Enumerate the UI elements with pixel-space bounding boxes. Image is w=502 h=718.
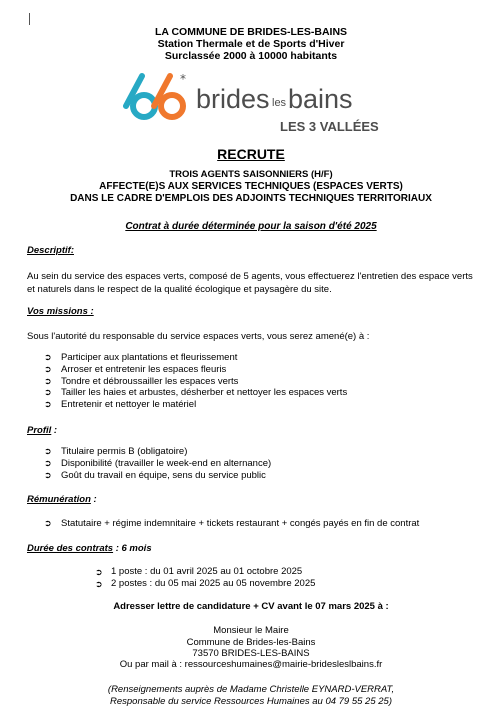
logo-brand-small: les xyxy=(272,97,287,109)
brides-les-bains-logo xyxy=(120,70,390,134)
footer-line1: (Renseignements auprès de Madame Christelle EYNARD-VERRAT, xyxy=(107,684,395,695)
arrow-bullet-icon: ➲ xyxy=(44,399,52,410)
arrow-bullet-icon: ➲ xyxy=(44,352,52,362)
logo-mark-icon xyxy=(120,70,390,134)
list-item: ➲ 1 poste : du 01 avril 2025 au 01 octobre 2025 xyxy=(95,566,303,577)
logo-tagline: LES 3 VALLÉES xyxy=(280,119,379,134)
footer-line2: Responsable du service Ressources Humaines au 04 79 55 25 25) xyxy=(110,696,392,707)
list-item: ➲ Participer aux plantations et fleurissement xyxy=(44,352,238,363)
subtitle-line3: DANS LE CADRE D'EMPLOIS DES ADJOINTS TECHNIQUES TERRITORIAUX xyxy=(70,193,432,204)
list-item: ➲ Statutaire + régime indemnitaire + tickets restaurant + congés payés en fin de contrat xyxy=(44,518,420,529)
subtitle-line1: TROIS AGENTS SAISONNIERS (H/F) xyxy=(169,169,333,180)
section-profil-heading: Profil : xyxy=(27,425,58,436)
descriptif-text: Au sein du service des espaces verts, composé de 5 agents, vous effectuerez l'entretien des espace verts et naturels dans le respect de la qualité écologique et paysagère du site. xyxy=(27,271,473,295)
arrow-bullet-icon: ➲ xyxy=(44,387,52,398)
arrow-bullet-icon: ➲ xyxy=(95,567,103,577)
profil-list xyxy=(44,446,271,481)
list-item: ➲ Entretenir et nettoyer le matériel xyxy=(44,399,197,411)
missions-intro: Sous l'autorité du responsable du service espaces verts, vous serez amené(e) à : xyxy=(27,331,370,342)
header-station: Station Thermale et de Sports d'Hiver xyxy=(157,38,345,50)
section-remuneration-heading: Rémunération : xyxy=(27,494,97,505)
arrow-bullet-icon: ➲ xyxy=(44,518,52,528)
text-cursor xyxy=(29,13,30,25)
address-line1: Monsieur le Maire xyxy=(213,625,289,636)
address-line2: Commune de Brides-les-Bains xyxy=(186,637,316,648)
list-item: ➲ 2 postes : du 05 mai 2025 au 05 novembre 2025 xyxy=(95,578,316,589)
page-title: RECRUTE xyxy=(217,146,285,162)
address-email: Ou par mail à : ressourceshumaines@mairie-bridesleslbains.fr xyxy=(119,659,383,670)
arrow-bullet-icon: ➲ xyxy=(44,446,52,456)
duree-list xyxy=(95,566,315,590)
list-item: ➲ Goût du travail en équipe, sens du service public xyxy=(44,469,266,481)
candidature-instruction: Adresser lettre de candidature + CV avant le 07 mars 2025 à : xyxy=(113,601,389,612)
list-item: ➲ Tailler les haies et arbustes, désherber et nettoyer les espaces verts xyxy=(44,387,348,399)
header-commune: LA COMMUNE DE BRIDES-LES-BAINS xyxy=(154,26,348,38)
section-missions-heading: Vos missions : xyxy=(27,306,94,317)
logo-brand-right: bains xyxy=(288,84,353,114)
subtitle-line2: AFFECTE(E)S AUX SERVICES TECHNIQUES (ESPACES VERTS) xyxy=(99,181,403,192)
list-item: ➲ Disponibilité (travailler le week-end en alternance) xyxy=(44,457,272,469)
list-item: ➲ Arroser et entretenir les espaces fleuris xyxy=(44,363,227,375)
missions-list xyxy=(44,352,347,411)
header-surclassee: Surclassée 2000 à 10000 habitants xyxy=(164,50,338,62)
address-line3: 73570 BRIDES-LES-BAINS xyxy=(192,648,310,659)
list-item: ➲ Titulaire permis B (obligatoire) xyxy=(44,446,188,457)
logo-star: * xyxy=(180,72,186,86)
arrow-bullet-icon: ➲ xyxy=(44,375,52,386)
remuneration-list xyxy=(44,518,419,530)
arrow-bullet-icon: ➲ xyxy=(44,363,52,374)
logo-brand-left: brides xyxy=(196,84,270,114)
arrow-bullet-icon: ➲ xyxy=(44,469,52,480)
arrow-bullet-icon: ➲ xyxy=(95,579,103,589)
arrow-bullet-icon: ➲ xyxy=(44,457,52,468)
contract-type: Contrat à durée déterminée pour la saison d'été 2025 xyxy=(125,221,377,232)
section-descriptif-heading: Descriptif: xyxy=(27,245,74,256)
list-item: ➲ Tondre et débroussailler les espaces verts xyxy=(44,375,239,387)
section-duree-heading: Durée des contrats : 6 mois xyxy=(27,543,152,554)
